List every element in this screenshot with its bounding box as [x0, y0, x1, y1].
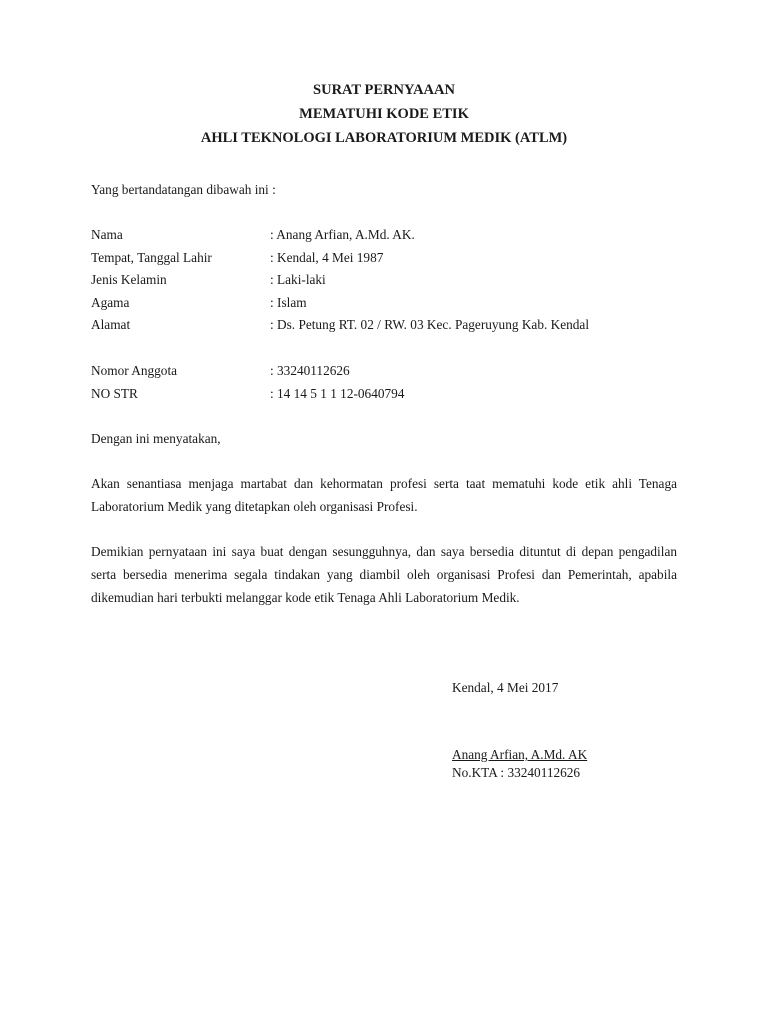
- statement-text: Dengan ini menyatakan,: [91, 431, 221, 446]
- paragraph-commitment: Akan senantiasa menjaga martabat dan kehormatan profesi serta taat mematuhi kode etik ahli Tenaga Laboratorium Medik yang ditetapkan oleh organisasi Profesi.: [91, 476, 677, 514]
- intro-text: Yang bertandatangan dibawah ini :: [91, 182, 276, 197]
- signature-kta: No.KTA : 33240112626: [452, 765, 581, 780]
- document-title: [0, 78, 768, 150]
- field-row-address: [91, 315, 691, 338]
- field-value: : Kendal, 4 Mei 1987: [270, 249, 384, 265]
- signature-place-date: Kendal, 4 Mei 2017: [452, 680, 559, 695]
- field-value: : Anang Arfian, A.Md. AK.: [270, 227, 415, 242]
- field-row-religion: [91, 293, 691, 316]
- field-row-member-number: [91, 361, 691, 384]
- field-label: NO STR: [91, 385, 138, 401]
- paragraph-declaration: Demikian pernyataan ini saya buat dengan sesungguhnya, dan saya bersedia dituntut di depan pengadilan serta bersedia menerima segala tindakan yang diambil oleh organisasi Profesi dan Pemerintah, apabila dikemudian hari terbukti melanggar kode etik Tenaga Ahli Laboratorium Medik.: [91, 544, 677, 605]
- field-label: Alamat: [91, 317, 131, 333]
- title-line-1: SURAT PERNYAAAN: [313, 82, 455, 98]
- field-value: : 14 14 5 1 1 12-0640794: [270, 385, 405, 401]
- field-value: : Laki-laki: [270, 272, 326, 288]
- field-row-name: [91, 225, 691, 248]
- title-line-2: MEMATUHI KODE ETIK: [299, 106, 469, 122]
- field-label: Tempat, Tanggal Lahir: [91, 249, 212, 265]
- field-spacer: [91, 338, 691, 361]
- field-value: : Islam: [270, 294, 307, 310]
- field-label: Jenis Kelamin: [91, 272, 167, 288]
- field-label: Nomor Anggota: [91, 362, 178, 378]
- identity-fields: [91, 225, 691, 406]
- title-line-3: AHLI TEKNOLOGI LABORATORIUM MEDIK (ATLM): [200, 130, 568, 146]
- field-label: Agama: [91, 294, 130, 310]
- field-value: : Ds. Petung RT. 02 / RW. 03 Kec. Pageruyung Kab. Kendal: [270, 317, 590, 333]
- signature-name: Anang Arfian, A.Md. AK: [452, 747, 588, 762]
- field-label: Nama: [91, 227, 123, 242]
- field-row-birth: [91, 248, 691, 271]
- field-row-str-number: [91, 384, 691, 407]
- field-value: : 33240112626: [270, 362, 350, 378]
- field-row-gender: [91, 270, 691, 293]
